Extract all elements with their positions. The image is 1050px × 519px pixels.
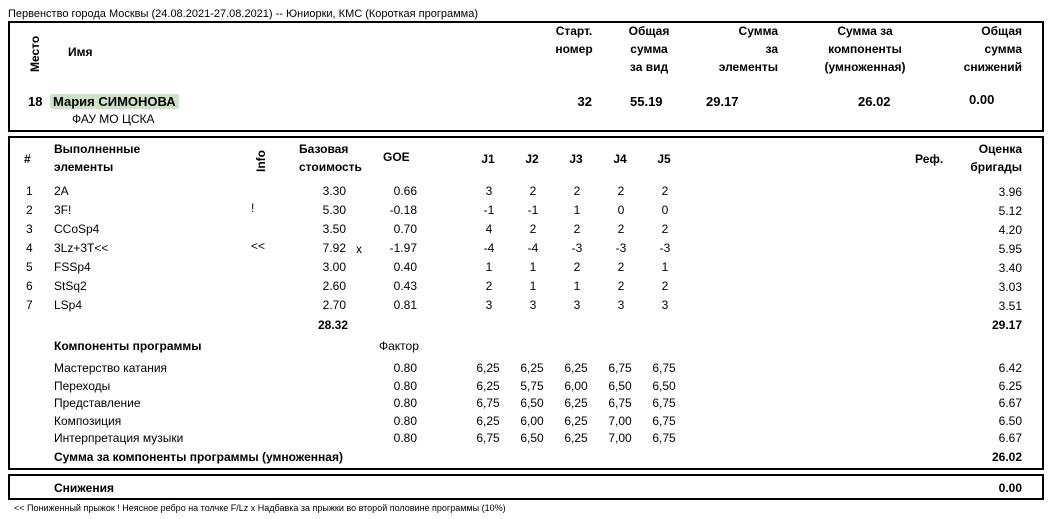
element-judge-score: 1 — [573, 203, 581, 217]
component-judge-score: 6,75 — [652, 431, 676, 445]
skater-name: Мария СИМОНОВА — [50, 94, 179, 109]
component-judge-score: 6,75 — [608, 396, 632, 410]
component-judge-score: 7,00 — [608, 431, 632, 445]
component-judge-score: 6,25 — [520, 361, 544, 375]
component-name: Представление — [54, 396, 141, 410]
element-judge-score: 3 — [485, 184, 493, 198]
footnote: << Пониженный прыжок ! Неясное ребро на толчке F/Lz x Надбавка за прыжки во второй половине программы (10%) — [14, 503, 506, 513]
element-panel-score: 5.95 — [998, 242, 1022, 256]
element-judge-score: 3 — [661, 298, 669, 312]
col-name-header: Имя — [68, 45, 93, 59]
element-judge-score: 3 — [617, 298, 625, 312]
element-panel-score: 3.40 — [998, 261, 1022, 275]
component-judge-score: 6,75 — [476, 431, 500, 445]
elem-base-header: Базовая стоимость — [299, 142, 362, 174]
element-judge-score: 2 — [573, 222, 581, 236]
component-factor: 0.80 — [393, 378, 417, 393]
element-bonus-mark: x — [356, 242, 362, 256]
element-judge-score: 0 — [617, 203, 625, 217]
component-name: Переходы — [54, 378, 111, 393]
element-panel-score: 3.51 — [998, 299, 1022, 313]
skater-components-score: 26.02 — [858, 94, 891, 109]
components-title: Компоненты программы — [54, 339, 202, 353]
element-judge-score: 4 — [485, 222, 493, 236]
element-panel-score: 5.12 — [998, 204, 1022, 218]
skater-elements-score: 29.17 — [706, 94, 739, 109]
element-panel-score: 3.03 — [998, 280, 1022, 294]
elem-goe-header: GOE — [383, 150, 410, 164]
element-num: 2 — [26, 203, 33, 217]
component-name: Композиция — [54, 413, 122, 428]
element-code: FSSp4 — [54, 260, 91, 274]
element-base-value: 3.00 — [322, 260, 346, 274]
judge-5-header: J5 — [657, 152, 671, 166]
component-judge-score: 6,25 — [476, 361, 500, 375]
component-judge-score: 6,25 — [476, 413, 500, 428]
element-goe: 0.40 — [393, 260, 417, 274]
element-judge-score: -3 — [571, 241, 583, 255]
judge-3-header: J3 — [569, 152, 583, 166]
deductions-value: 0.00 — [998, 481, 1022, 495]
component-judge-score: 6,50 — [520, 396, 544, 410]
element-judge-score: 2 — [617, 184, 625, 198]
element-judge-score: -4 — [483, 241, 495, 255]
element-judge-score: 2 — [617, 260, 625, 274]
element-code: LSp4 — [54, 298, 83, 312]
element-judge-score: 2 — [617, 222, 625, 236]
element-goe: 0.81 — [393, 298, 417, 312]
element-base-value: 7.92 — [322, 241, 346, 255]
element-code: StSq2 — [54, 279, 87, 293]
element-num: 6 — [26, 279, 33, 293]
element-judge-score: 2 — [573, 184, 581, 198]
element-num: 7 — [26, 298, 33, 312]
element-base-value: 5.30 — [322, 203, 346, 217]
component-judge-score: 6,50 — [608, 378, 632, 393]
component-factor: 0.80 — [393, 431, 417, 445]
col-elements-header: Сумма за элементы — [718, 24, 778, 74]
skater-deductions: 0.00 — [969, 92, 995, 107]
deductions-box — [8, 474, 1044, 500]
elem-name-header: Выполненные элементы — [54, 142, 141, 174]
component-judge-score: 6,25 — [564, 361, 588, 375]
element-judge-score: 2 — [485, 279, 493, 293]
element-judge-score: -1 — [527, 203, 539, 217]
component-panel-score: 6.42 — [998, 361, 1022, 375]
element-judge-score: 2 — [661, 279, 669, 293]
elem-ref-header: Реф. — [915, 152, 944, 166]
element-judge-score: 2 — [529, 222, 537, 236]
element-judge-score: -4 — [527, 241, 539, 255]
component-judge-score: 6,00 — [520, 413, 544, 428]
elem-info-header: Info — [254, 150, 268, 172]
event-title: Первенство города Москвы (24.08.2021-27.08.2021) -- Юниорки, КМС (Короткая программа) — [8, 8, 478, 20]
component-factor: 0.80 — [393, 361, 417, 375]
element-judge-score: 2 — [661, 184, 669, 198]
judge-4-header: J4 — [613, 152, 627, 166]
component-panel-score: 6.67 — [998, 396, 1022, 410]
col-start-header: Старт. номер — [555, 24, 593, 56]
component-name: Интерпретация музыки — [54, 431, 184, 445]
element-judge-score: 3 — [573, 298, 581, 312]
element-judge-score: 2 — [529, 184, 537, 198]
element-num: 5 — [26, 260, 33, 274]
element-goe: -0.18 — [389, 203, 417, 217]
element-goe: 0.70 — [393, 222, 417, 236]
element-code: CCoSp4 — [54, 222, 100, 236]
component-judge-score: 6,50 — [652, 378, 676, 393]
skater-start-number: 32 — [577, 94, 592, 109]
col-components-header: Сумма за компоненты (умноженная) — [824, 24, 906, 74]
element-judge-score: -3 — [615, 241, 627, 255]
element-code: 2A — [54, 184, 69, 198]
components-total: 26.02 — [991, 450, 1022, 464]
component-judge-score: 6,00 — [564, 378, 588, 393]
component-panel-score: 6.25 — [998, 378, 1022, 393]
col-place-header: Место — [28, 35, 42, 72]
component-judge-score: 5,75 — [520, 378, 544, 393]
skater-club: ФАУ МО ЦСКА — [72, 112, 155, 126]
col-total-header: Общая сумма за вид — [628, 24, 670, 74]
component-name: Мастерство катания — [54, 361, 168, 375]
element-judge-score: 2 — [661, 222, 669, 236]
judge-1-header: J1 — [481, 152, 495, 166]
component-judge-score: 6,25 — [564, 413, 588, 428]
element-base-value: 2.70 — [322, 298, 346, 312]
element-judge-score: 2 — [617, 279, 625, 293]
element-code: 3Lz+3T<< — [54, 241, 109, 255]
component-judge-score: 7,00 — [608, 413, 632, 428]
element-judge-score: 3 — [485, 298, 493, 312]
element-panel-score: 3.96 — [998, 185, 1022, 199]
component-factor: 0.80 — [393, 413, 417, 428]
judge-2-header: J2 — [525, 152, 539, 166]
components-factor-header: Фактор — [379, 339, 419, 353]
component-judge-score: 6,75 — [608, 361, 632, 375]
component-panel-score: 6.50 — [998, 413, 1022, 428]
element-judge-score: 1 — [529, 279, 537, 293]
element-num: 3 — [26, 222, 33, 236]
element-goe: 0.66 — [393, 184, 417, 198]
element-base-value: 2.60 — [322, 279, 346, 293]
deductions-label: Снижения — [54, 481, 114, 495]
element-judge-score: 1 — [485, 260, 493, 274]
element-judge-score: 1 — [573, 279, 581, 293]
element-code: 3F! — [54, 203, 72, 217]
element-judge-score: 1 — [529, 260, 537, 274]
component-judge-score: 6,75 — [652, 361, 676, 375]
component-judge-score: 6,25 — [476, 378, 500, 393]
element-judge-score: 2 — [573, 260, 581, 274]
element-judge-score: 1 — [661, 260, 669, 274]
elements-total: 29.17 — [991, 318, 1022, 332]
base-total: 28.32 — [317, 318, 348, 332]
element-judge-score: -3 — [659, 241, 671, 255]
col-deductions-header: Общая сумма снижений — [963, 24, 1022, 74]
component-judge-score: 6,25 — [564, 396, 588, 410]
element-base-value: 3.30 — [322, 184, 346, 198]
component-factor: 0.80 — [393, 396, 417, 410]
element-judge-score: 3 — [529, 298, 537, 312]
component-judge-score: 6,75 — [652, 396, 676, 410]
element-goe: 0.43 — [393, 279, 417, 293]
element-panel-score: 4.20 — [998, 223, 1022, 237]
component-judge-score: 6,25 — [564, 431, 588, 445]
components-total-label: Сумма за компоненты программы (умноженная) — [54, 450, 343, 464]
element-info: ! — [251, 201, 255, 215]
element-goe: -1.97 — [389, 241, 417, 255]
skater-total-score: 55.19 — [630, 94, 663, 109]
element-num: 4 — [26, 241, 33, 255]
skater-place: 18 — [28, 94, 43, 109]
element-base-value: 3.50 — [322, 222, 346, 236]
element-judge-score: 0 — [661, 203, 669, 217]
component-panel-score: 6.67 — [998, 431, 1022, 445]
elem-panel-header: Оценка бригады — [970, 142, 1022, 174]
component-judge-score: 6,75 — [476, 396, 500, 410]
component-judge-score: 6,75 — [652, 413, 676, 428]
element-info: << — [251, 239, 266, 253]
element-num: 1 — [26, 184, 33, 198]
elem-num-header: # — [24, 152, 31, 166]
component-judge-score: 6,50 — [520, 431, 544, 445]
element-judge-score: -1 — [483, 203, 495, 217]
